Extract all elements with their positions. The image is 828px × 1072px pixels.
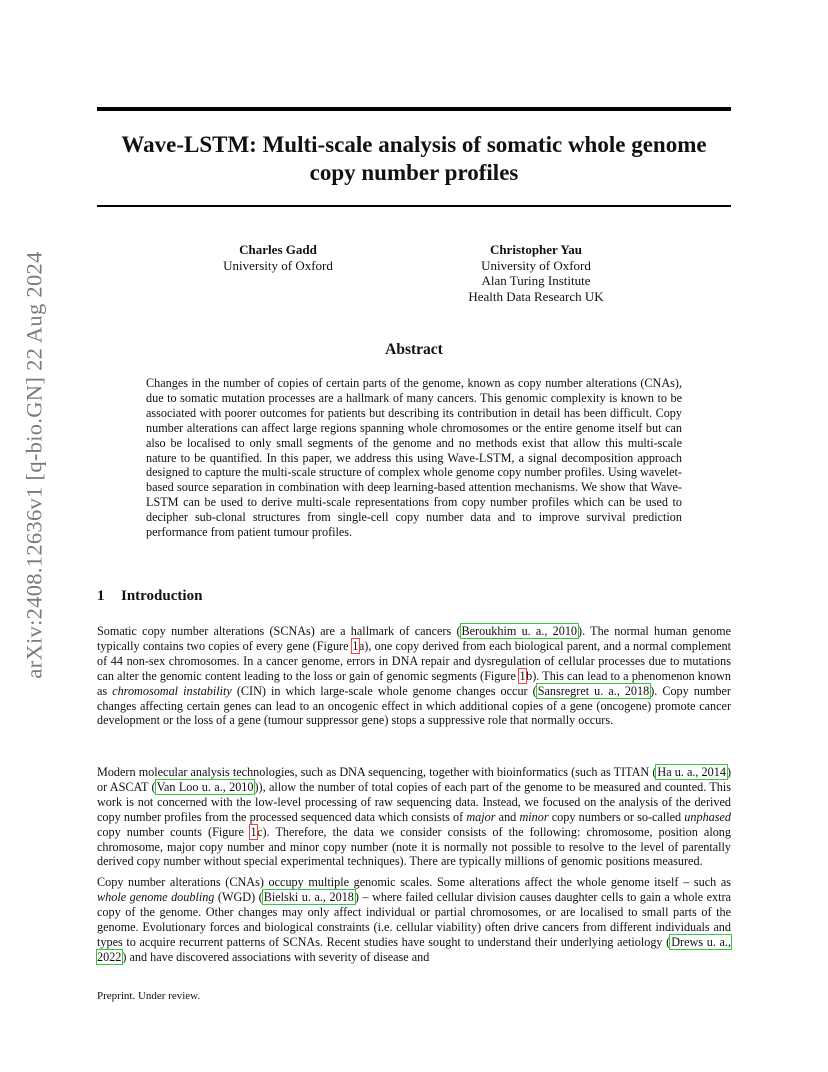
abstract-heading: Abstract [385,341,443,358]
citation-link[interactable]: Sansregret u. a., 2018 [537,683,650,698]
text-run: copy numbers or so-called [548,809,685,824]
text-run: (WGD) ( [214,889,263,904]
author-affiliation: University of Oxford [481,257,591,273]
author-block-2 [446,242,626,304]
arxiv-identifier: arXiv:2408.12636v1 [q-bio.GN] 22 Aug 2024 [22,251,48,679]
intro-paragraph-2 [97,765,731,869]
arxiv-side-stamp [20,251,50,679]
paper-title: Wave-LSTM: Multi-scale analysis of somatic whole genome copy number profiles [121,132,707,185]
emphasis-text: unphased [684,809,731,824]
preprint-footer: Preprint. Under review. [97,990,201,1002]
text-run: b). This can lead to a phenomenon known as [97,668,731,698]
author-name: Christopher Yau [489,242,583,257]
emphasis-text: chromosomal instability [112,683,232,698]
emphasis-text: whole genome doubling [97,889,215,904]
text-run: ) or ASCAT ( [97,765,731,794]
intro-paragraph-3 [97,875,731,964]
author-affiliation: Health Data Research UK [468,288,604,304]
citation-link[interactable]: Beroukhim u. a., 2010 [461,624,578,638]
figure-link[interactable]: 1 [250,824,257,839]
section-heading-introduction [97,588,202,605]
abstract-text: Changes in the number of copies of certain parts of the genome, known as copy number alterations (CNAs), due to somatic mutation processes are a hallmark of many cancers. This genomic complexity is known to be associated with poorer outcomes for patients but describing its contribution in detail has been difficult. Copy number alterations can affect large regions spanning whole chromosomes or the entire genome itself but can also be localised to only small segments of the genome and no methods exist that allow this multi-scale nature to be quantified. In this paper, we address this using Wave-LSTM, a signal decomposition approach designed to capture the multi-scale structure of complex whole genome copy number profiles. Using wavelet-based source separation in combination with deep learning-based attention mechanisms. We show that Wave-LSTM can be used to derive multi-scale representations from copy number profiles which can be used to decipher sub-clonal structures from single-cell copy number data and to improve survival prediction performance from patient tumour profiles. [146,376,682,540]
text-run: Copy number alterations (CNAs) occupy multiple genomic scales. Some alterations affect the whole genome itself – such as [97,875,731,889]
figure-link[interactable]: 1 [352,638,359,653]
author-block-1 [198,242,358,273]
text-run: copy number counts (Figure [97,824,250,839]
text-run: a), one copy derived from each biological parent, and a normal complement of 44 non-sex chromosomes. In a cancer genome, errors in DNA repair and dysregulation of cellular processes due to mutations can alter the genomic content leading to the loss or gain of genomic segments (Figure [97,638,731,683]
author-affiliation: University of Oxford [223,257,333,273]
section-title: Introduction [121,588,203,604]
text-run: )), allow the number of total copies of each part of the genome to be measured and counted. This work is not concerned with the low-level processing of raw sequencing data. Instead, we focused on the analysis of the derived copy number profiles from the processed sequenced data which consists of [97,779,732,824]
section-number: 1 [97,588,105,604]
figure-link[interactable]: 1 [519,668,526,683]
citation-link[interactable]: Van Loo u. a., 2010 [156,779,254,794]
text-run: ). Copy number changes affecting certain genes can lead to an oncogenic effect in which additional copies of a gene (oncogene) promote cancer development or the loss of a gene (tumour suppressor gene) stops a suppressive role that normally occurs. [97,683,731,728]
text-run: and [495,809,520,824]
text-run: c). Therefore, the data we consider consists of the following: chromosome, position along chromosome, major copy number and minor copy number (note it is normally not possible to resolve to the level of parentally derived copy number without special experimental techniques). There are typically millions of genomic positions measured. [97,824,731,869]
title-bottom-rule [97,205,731,207]
intro-paragraph-1 [97,624,731,728]
text-run: ). The normal human genome typically contains two copies of every gene (Figure [97,624,732,653]
text-run: ) and have discovered associations with severity of disease and [122,949,430,964]
text-run: Modern molecular analysis technologies, such as DNA sequencing, together with bioinformatics (such as TITAN ( [97,765,657,779]
emphasis-text: minor [519,809,549,824]
citation-link[interactable]: Drews u. a., 2022 [97,934,731,964]
author-name: Charles Gadd [239,242,317,257]
citation-link[interactable]: Bielski u. a., 2018 [263,889,354,904]
text-run: (CIN) in which large-scale whole genome changes occur ( [231,683,537,698]
title-top-rule [97,107,731,111]
citation-link[interactable]: Ha u. a., 2014 [657,765,726,779]
text-run: Somatic copy number alterations (SCNAs) are a hallmark of cancers ( [97,624,461,638]
emphasis-text: major [466,809,496,824]
text-run: ) – where failed cellular division causes daughter cells to gain a whole extra copy of the genome. Other changes may only affect individual or partial chromosomes, or are localised to small parts of the genome. Evolutionary forces and biological constraints (i.e. cellular viability) often drive cancers from different individuals and types to acquire recurrent patterns of SCNAs. Recent studies have sought to understand their underlying aetiology ( [97,889,731,949]
author-affiliation: Alan Turing Institute [481,273,591,288]
